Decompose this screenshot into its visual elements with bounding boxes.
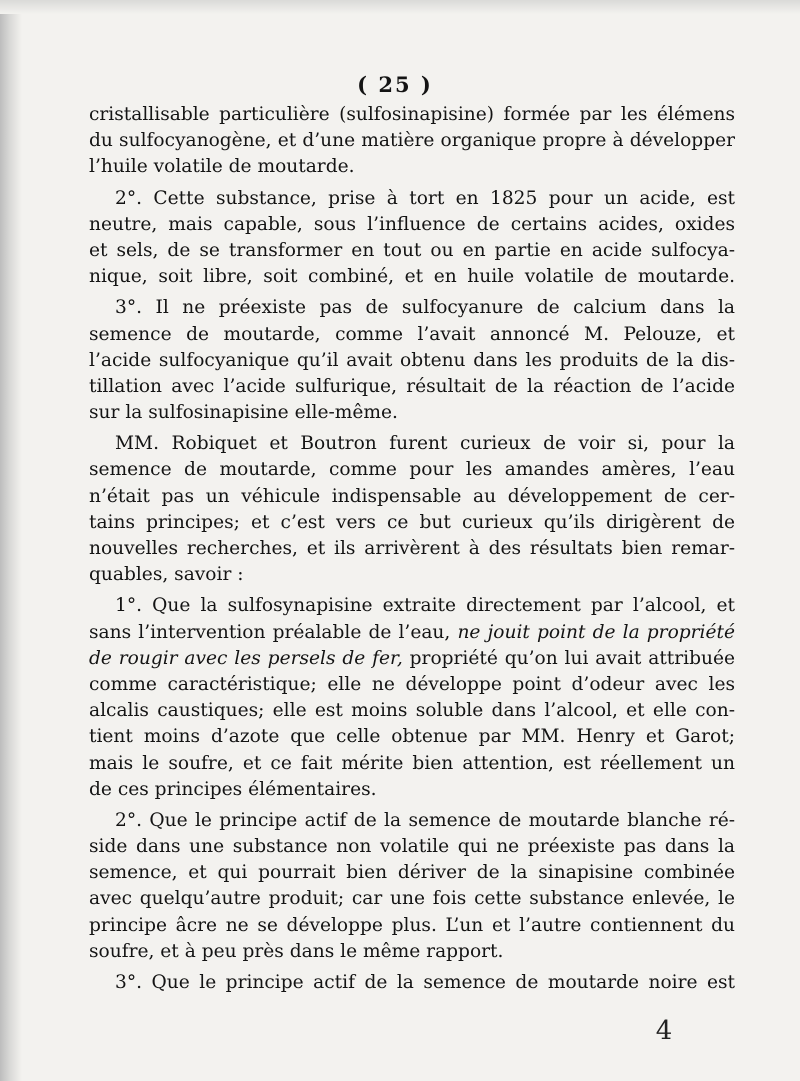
text-line: sur la sulfosinapisine elle-même. [89,402,398,424]
signature-mark: 4 [655,1016,673,1046]
text-line: soufre, et à peu près dans le même rapport. [89,940,504,962]
text-line: nouvelles recherches, et ils arrivèrent à des résultats bien remar- [89,538,735,559]
page-text [89,102,735,996]
text-line: n’était pas un véhicule indispensable au développement de cer- [89,485,735,507]
text-line [89,620,735,646]
text-line: tillation avec l’acide sulfurique, résultait de la réaction de l’acide [89,375,735,397]
text-line: et sels, de se transformer en tout ou en partie en acide sulfocya- [89,239,735,261]
text-line: MM. Robiquet et Boutron furent curieux de voir si, pour la [115,433,735,455]
text-line: 2°. Cette substance, prise à tort en 1825 pour un acide, est [115,187,735,209]
page-number: ( 25 ) [357,72,433,97]
text-line: alcalis caustiques; elle est moins soluble dans l’alcool, et elle con- [89,700,735,722]
text-line: tains principes; et c’est vers ce but curieux qu’ils dirigèrent de [89,511,735,533]
text-line: 1°. Que la sulfosynapisine extraite directement par l’alcool, et [115,595,735,617]
text-line: nique, soit libre, soit combiné, et en huile volatile de moutarde. [89,266,735,288]
italic-fragment: de rougir avec les persels de fer, [89,647,403,669]
text-line: l’huile volatile de moutarde. [89,156,355,178]
text-line: comme caractéristique; elle ne développe point d’odeur avec les [89,673,735,695]
scan-shadow-top [0,0,800,14]
text-line: de ces principes élémentaires. [89,778,377,800]
text-line: principe âcre ne se développe plus. L’un et l’autre contiennent du [89,914,735,936]
text-line: neutre, mais capable, sous l’influence de certains acides, oxides [89,213,735,235]
text-line: mais le soufre, et ce fait mérite bien attention, est réellement un [89,752,735,774]
scan-shadow-edge [0,0,22,1081]
text-fragment: propriété qu’on lui avait attribuée [409,647,735,669]
italic-fragment: ne jouit point de la propriété [457,621,735,643]
text-line: 2°. Que le principe actif de la semence de moutarde blanche ré- [115,809,735,831]
text-line: l’acide sulfocyanique qu’il avait obtenu dans les produits de la dis- [89,349,735,371]
text-line: semence de moutarde, comme l’avait annoncé M. Pelouze, et [89,323,735,345]
text-line: semence, et qui pourrait bien dériver de la sinapisine combinée [89,862,735,884]
text-line: semence de moutarde, comme pour les amandes amères, l’eau [89,459,735,481]
text-line: 3°. Que le principe actif de la semence de moutarde noire est [115,972,735,993]
text-line: side dans une substance non volatile qui ne préexiste pas dans la [89,836,735,858]
text-line: 3°. Il ne préexiste pas de sulfocyanure de calcium dans la [115,297,735,319]
text-line: tient moins d’azote que celle obtenue par MM. Henry et Garot; [89,726,735,748]
text-fragment: sans l’intervention préalable de l’eau, [89,621,451,643]
text-line: quables, savoir : [89,564,244,586]
text-line: cristallisable particulière (sulfosinapisine) formée par les élémens [89,104,735,125]
text-line: du sulfocyanogène, et d’une matière organique propre à développer [89,130,735,152]
text-line: avec quelqu’autre produit; car une fois cette substance enlevée, le [89,888,735,910]
text-line [89,646,735,672]
